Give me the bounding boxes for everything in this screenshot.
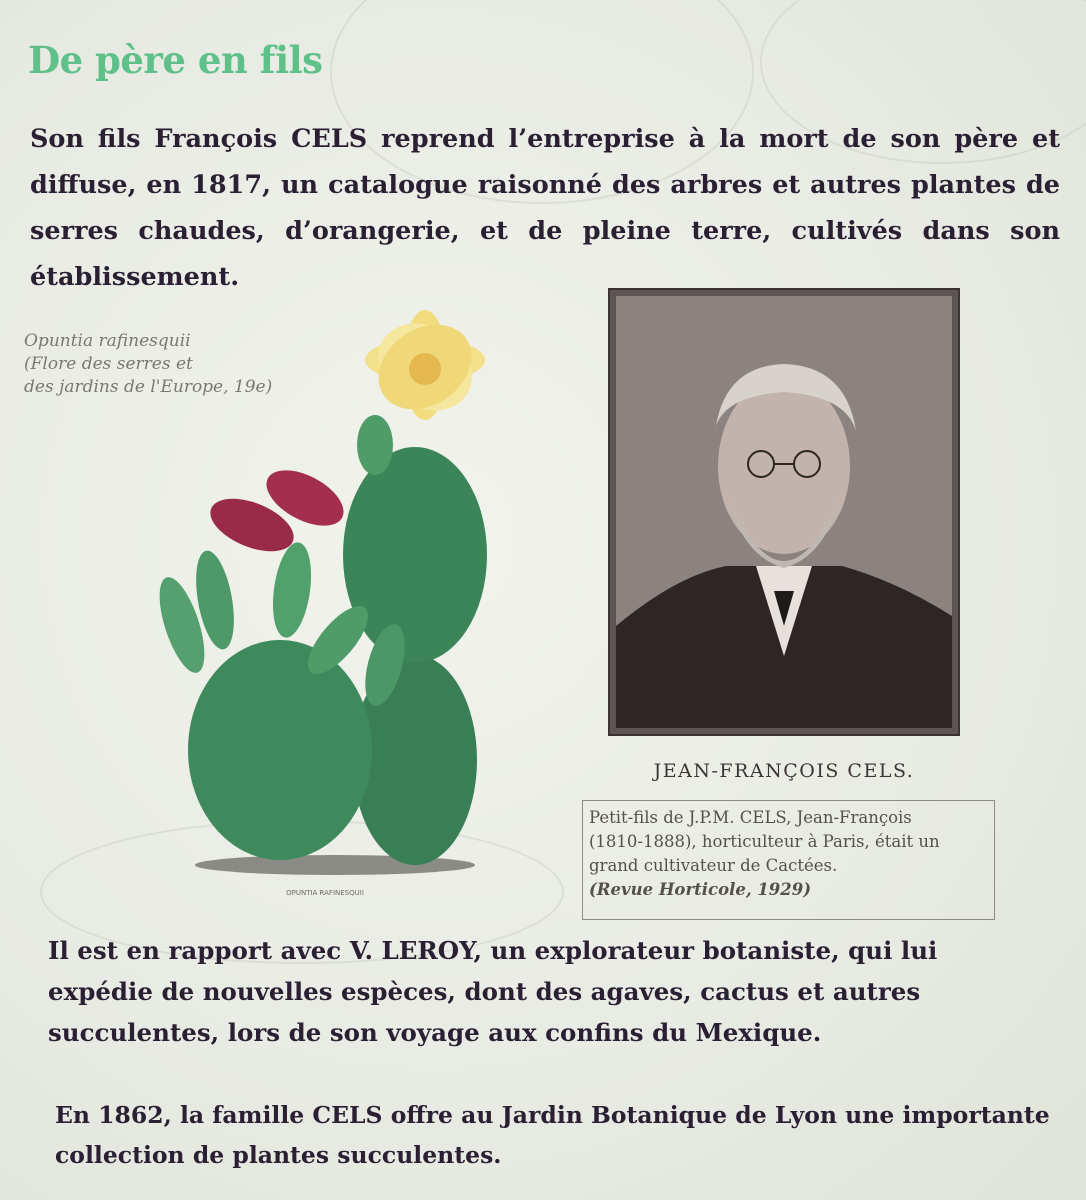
caption-source-cont: des jardins de l'Europe, 19e) <box>24 377 273 397</box>
cactus-pad <box>343 447 487 663</box>
portrait-name: JEAN-FRANÇOIS CELS. <box>653 760 915 782</box>
plate-label: OPUNTIA RAFINESQUII <box>286 889 364 897</box>
cactus-flower <box>361 306 489 429</box>
caption-species: Opuntia rafinesquii <box>24 331 191 351</box>
caption-source: (Flore des serres et <box>24 354 193 374</box>
portrait-photo <box>616 296 952 728</box>
note-line: grand cultivateur de Cactées. <box>589 856 838 875</box>
paragraph-catalogue: Son fils François CELS reprend l’entreprise à la mort de son père et diffuse, en 1817, un catalogue raisonné des arbres et autres plantes de serres chaudes, d’orangerie, et de pleine terre, cultivés dans son établissement. <box>30 124 1060 292</box>
flower-stem <box>357 415 393 475</box>
paragraph-leroy: Il est en rapport avec V. LEROY, un explorateur botaniste, qui lui expédie de nouvelles espèces, dont des agaves, cactus et autres succulentes, lors de son voyage aux confins du Mexique. <box>48 936 938 1047</box>
cactus-illustration <box>140 305 510 905</box>
note-line: (1810-1888), horticulteur à Paris, était un <box>589 832 940 851</box>
note-source: (Revue Horticole, 1929) <box>589 880 812 899</box>
cactus-pad <box>188 640 372 860</box>
portrait-frame <box>608 288 960 736</box>
note-line: Petit-fils de J.P.M. CELS, Jean-François <box>589 808 912 827</box>
portrait-note-box <box>582 800 995 920</box>
cactus-bud-pad <box>267 540 316 640</box>
panel-title: De père en fils <box>28 38 323 82</box>
paragraph-donation: En 1862, la famille CELS offre au Jardin Botanique de Lyon une importante collection de plantes succulentes. <box>55 1101 1050 1169</box>
